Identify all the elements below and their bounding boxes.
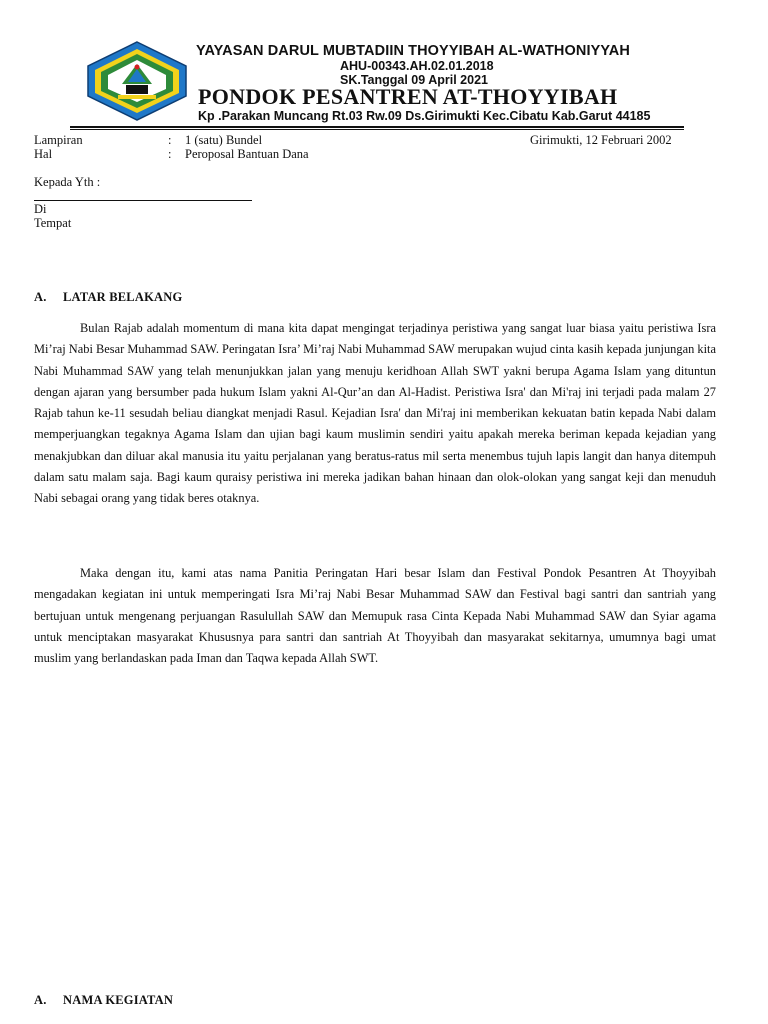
school-address: Kp .Parakan Muncang Rt.03 Rw.09 Ds.Girimukti Kec.Cibatu Kab.Garut 44185: [198, 109, 651, 123]
body-paragraph: Bulan Rajab adalah momentum di mana kita dapat mengingat terjadinya peristiwa yang sangat luar biasa yaitu peristiwa Isra Mi’raj Nabi Besar Muhammad SAW. Peringatan Isra’ Mi’raj Nabi Muhammad SAW merupakan wujud cinta kasih kepada junjungan kita Nabi Muhammad SAW yang telah menunjukkan jalan yang menuju keridhoan Allah SWT yakni berupa Agama Islam yang dituntun dengan ajaran yang bersumber pada hukum Islam yakni Al-Qur’an dan Al-Hadist. Peristiwa Isra' dan Mi'raj ini terjadi pada malam 27 Rajab tahun ke-11 sesudah beliau diangkat menjadi Rasul. Kejadian Isra' dan Mi'raj ini memberikan kekuatan batin kepada Nabi dalam memperjuangkan tegaknya Agama Islam dan ujian bagi kaum muslimin sendiri yaitu apakah mereka beriman kepada kejadian yang menakjubkan dan diluar akal manusia itu yaitu perjalanan yang beratus-ratus mil serta menembus tujuh lapis langit dan hanya ditempuh dalam satu malam saja. Bagi kaum quraisy peristiwa ini mereka jadikan bahan hinaan dan olok-olokan yang sangat keji dan menuduh Nabi sebagai orang yang tidak beres otaknya.: [34, 321, 716, 506]
header-divider-thin: [70, 129, 684, 130]
place-date: Girimukti, 12 Februari 2002: [530, 133, 672, 147]
section-number: A.: [34, 993, 47, 1007]
section-number: A.: [34, 290, 47, 304]
foundation-name: YAYASAN DARUL MUBTADIIN THOYYIBAH AL-WATHONIYYAH: [196, 43, 630, 59]
hal-separator: :: [168, 147, 172, 161]
ahu-number: AHU-00343.AH.02.01.2018: [340, 59, 494, 73]
section-title: NAMA KEGIATAN: [63, 993, 174, 1007]
section-heading: [34, 290, 182, 305]
section-title: LATAR BELAKANG: [63, 290, 183, 304]
hal-label: Hal: [34, 147, 53, 161]
recipient-underline: [34, 200, 252, 201]
section-heading: [34, 993, 173, 1008]
lampiran-value: 1 (satu) Bundel: [185, 133, 263, 147]
sk-date: SK.Tanggal 09 April 2021: [340, 73, 488, 87]
school-name: PONDOK PESANTREN AT-THOYYIBAH: [198, 84, 618, 109]
header-divider-thick: [70, 126, 684, 128]
school-emblem-icon: [82, 40, 192, 122]
recipient-di: Di: [34, 202, 47, 216]
hal-value: Peroposal Bantuan Dana: [185, 147, 309, 161]
recipient-place: Tempat: [34, 216, 72, 230]
recipient-greeting: Kepada Yth :: [34, 175, 101, 189]
body-paragraph: Maka dengan itu, kami atas nama Panitia Peringatan Hari besar Islam dan Festival Pondok Pesantren At Thoyyibah mengadakan kegiatan ini untuk memperingati Isra Mi’raj Nabi Besar Muhammad SAW dan Festival bagi santri dan santriah yang bertujuan untuk mengenang perjuangan Rasulullah SAW dan Memupuk rasa Cinta Kepada Nabi Muhammad SAW dan Syiar agama untuk menciptakan masyarakat Khususnya para santri dan santriah At Thoyyibah dan masyarakat sekitarnya, umumnya bagi umat muslim yang berlandaskan pada Iman dan Taqwa kepada Allah SWT.: [34, 566, 716, 666]
lampiran-label: Lampiran: [34, 133, 83, 147]
lampiran-separator: :: [168, 133, 172, 147]
